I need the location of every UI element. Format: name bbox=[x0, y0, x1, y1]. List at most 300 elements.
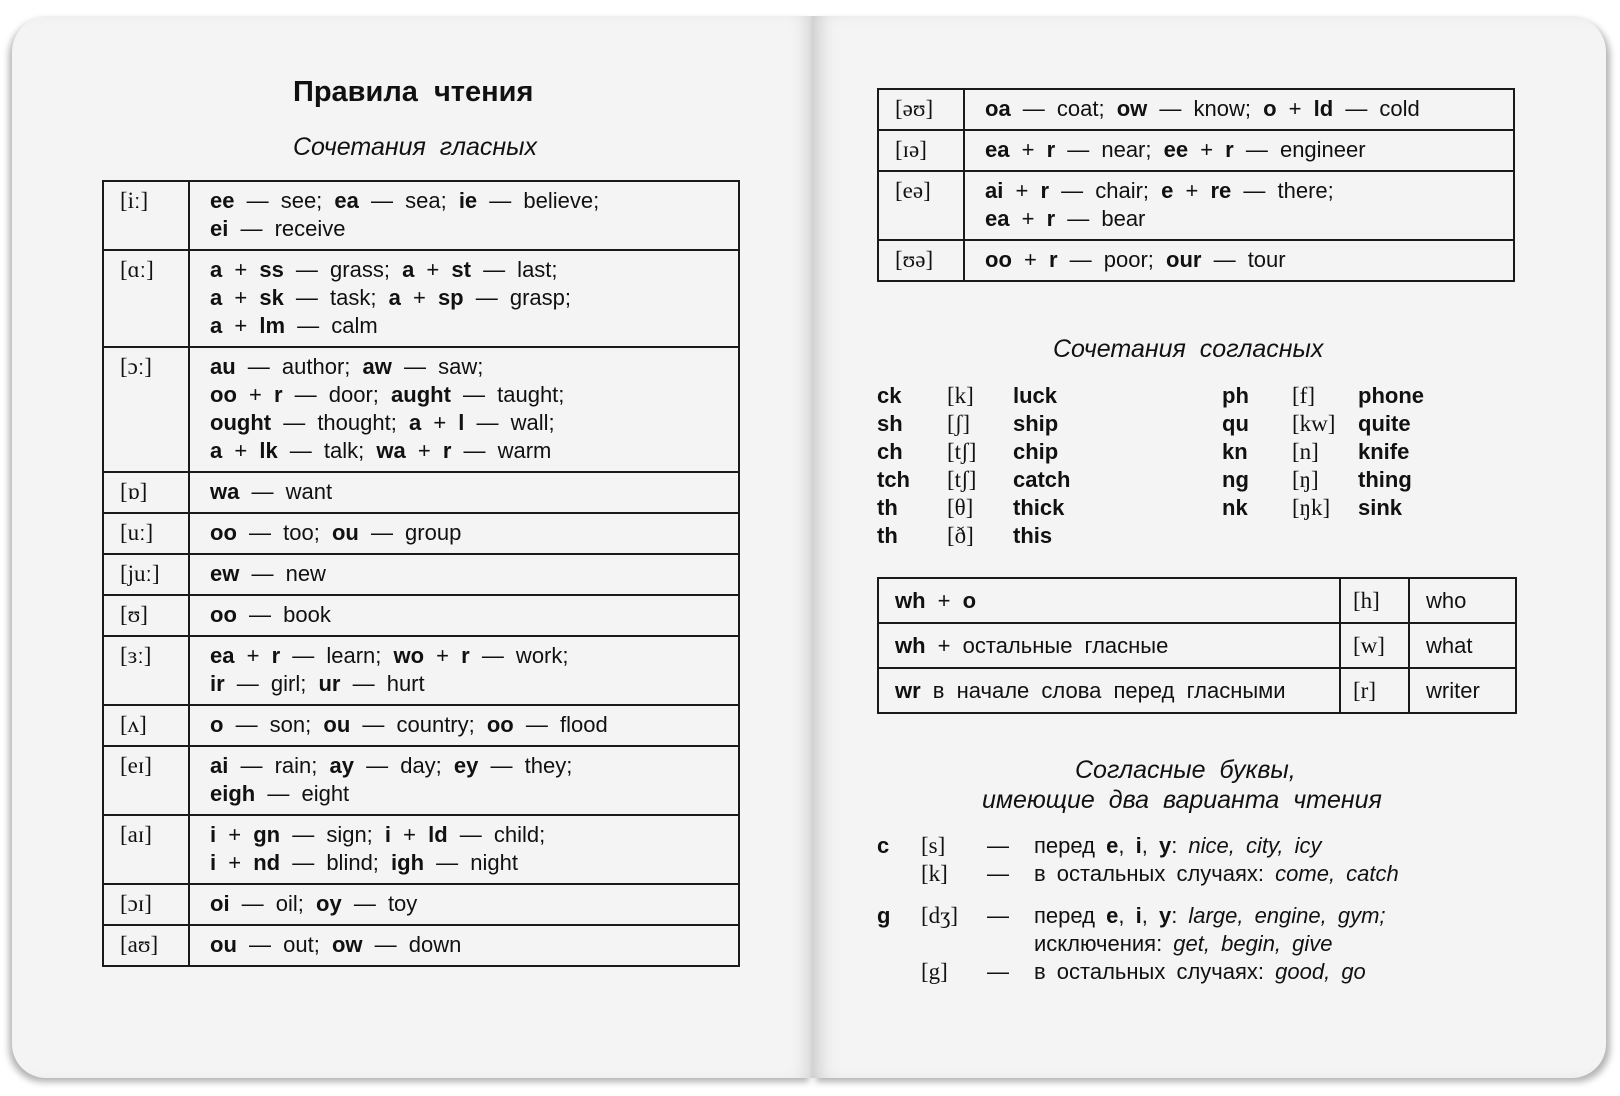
rule-text: + bbox=[424, 643, 462, 668]
letter-combination: ey bbox=[453, 753, 479, 778]
letter-combination: oo bbox=[210, 382, 237, 407]
spelling-rule bbox=[878, 623, 1340, 668]
letter-combination: a bbox=[210, 313, 223, 338]
rule-text: — door; bbox=[282, 382, 392, 407]
rule-text: + bbox=[222, 257, 260, 282]
phoneme-transcription: [aɪ] bbox=[103, 815, 189, 884]
vowel-combinations-heading: Сочетания гласных bbox=[293, 133, 538, 161]
rule-text: + bbox=[1003, 178, 1041, 203]
letter-combination: i bbox=[210, 822, 217, 847]
phoneme-transcription: [r] bbox=[1340, 668, 1409, 713]
letter-combination: aught bbox=[391, 382, 451, 407]
letter-combination: nd bbox=[253, 850, 281, 875]
rule-text: — too; bbox=[236, 520, 332, 545]
rule-text: + bbox=[234, 643, 272, 668]
letter-combination: r bbox=[1046, 137, 1056, 162]
vowel-row bbox=[103, 250, 739, 347]
letter-combination: ss bbox=[259, 257, 284, 282]
rule-text: — cold bbox=[1333, 96, 1420, 121]
letter-combination: e bbox=[1106, 833, 1119, 858]
letter-combination: e bbox=[1161, 178, 1174, 203]
rule-line bbox=[210, 780, 718, 808]
phoneme-transcription: [juː] bbox=[103, 554, 189, 595]
phoneme-transcription: [ɜː] bbox=[103, 636, 189, 705]
letter-combination: r bbox=[1225, 137, 1234, 162]
example-word: what bbox=[1409, 623, 1516, 668]
rule-text: — down bbox=[362, 932, 462, 957]
letter-combination: wh bbox=[895, 632, 926, 658]
rule-line bbox=[210, 381, 718, 409]
rule-text: — tour bbox=[1201, 247, 1286, 272]
dash-separator: — bbox=[987, 833, 1009, 858]
rule-text: + bbox=[414, 257, 452, 282]
vowel-row bbox=[878, 89, 1514, 130]
letter-transcription: [g] bbox=[921, 959, 948, 984]
consonant-transcription: [n] bbox=[1292, 439, 1319, 464]
rule-line bbox=[210, 187, 718, 215]
rule-text: в начале слова перед гласными bbox=[920, 677, 1286, 703]
phoneme-transcription: [aʊ] bbox=[103, 925, 189, 966]
example-word: phone bbox=[1358, 383, 1424, 408]
example-word: thing bbox=[1358, 467, 1412, 492]
letter-combination: wr bbox=[895, 677, 921, 703]
example-word: who bbox=[1409, 578, 1516, 623]
rule-text: исключения: bbox=[1034, 931, 1174, 956]
vowel-combinations-table bbox=[102, 180, 740, 967]
rule-line bbox=[210, 849, 718, 877]
letter-combination: ld bbox=[428, 822, 448, 847]
rule-line bbox=[985, 177, 1493, 205]
consonant-transcription: [ŋ] bbox=[1292, 467, 1319, 492]
phoneme-transcription: [ɔː] bbox=[103, 347, 189, 472]
example-word: chip bbox=[1013, 439, 1059, 464]
spelling-rules bbox=[189, 884, 739, 925]
rule-text: — receive bbox=[228, 216, 346, 241]
rule-text: — poor; bbox=[1057, 247, 1167, 272]
wh-wr-row bbox=[878, 668, 1516, 713]
letter-combination: o bbox=[962, 587, 977, 613]
letter-combination: ur bbox=[318, 671, 341, 696]
rule-text: — book bbox=[236, 602, 331, 627]
consonant-combinations-list-left bbox=[877, 382, 1177, 552]
vowel-row bbox=[878, 240, 1514, 281]
spelling-rules bbox=[964, 240, 1514, 281]
letter-combination: sk bbox=[259, 285, 284, 310]
rule-text: + bbox=[222, 285, 260, 310]
letter-combination: gn bbox=[253, 822, 281, 847]
rule-text: : bbox=[1171, 833, 1189, 858]
rule-text: — learn; bbox=[280, 643, 394, 668]
two-variants-heading-line1: Согласные буквы, bbox=[1075, 756, 1296, 784]
consonant-transcription: [f] bbox=[1292, 383, 1315, 408]
rule-text: в остальных случаях: bbox=[1034, 959, 1276, 984]
rule-text: — sign; bbox=[280, 822, 385, 847]
rule-text: — taught; bbox=[450, 382, 565, 407]
letter-combination: i bbox=[210, 850, 217, 875]
rule-text: + bbox=[421, 410, 459, 435]
letter-combination: r bbox=[442, 438, 452, 463]
vowel-row bbox=[103, 925, 739, 966]
rule-line bbox=[210, 711, 718, 739]
letter-combination: oo bbox=[210, 520, 237, 545]
letter-combination: r bbox=[1040, 178, 1049, 203]
vowel-row bbox=[878, 171, 1514, 240]
phoneme-transcription: [eə] bbox=[878, 171, 964, 240]
spelling-rules bbox=[964, 89, 1514, 130]
example-word: luck bbox=[1013, 383, 1058, 408]
consonant-letters: kn bbox=[1222, 439, 1248, 464]
rule-text: — bear bbox=[1055, 206, 1146, 231]
letter-combination: lk bbox=[259, 438, 278, 463]
rule-line bbox=[210, 409, 718, 437]
rule-text: — new bbox=[239, 561, 326, 586]
letter-combination: r bbox=[1046, 206, 1056, 231]
rule-text: — out; bbox=[236, 932, 332, 957]
vowel-row bbox=[103, 472, 739, 513]
rule-line bbox=[985, 136, 1493, 164]
letter-combination: r bbox=[461, 643, 470, 668]
letter-combination: ea bbox=[334, 188, 359, 213]
rule-text: : bbox=[1171, 903, 1189, 928]
consonant-letter: g bbox=[877, 903, 891, 928]
phoneme-transcription: [ɔɪ] bbox=[103, 884, 189, 925]
consonant-combinations-heading: Сочетания согласных bbox=[1053, 335, 1324, 363]
rule-text: + bbox=[236, 382, 274, 407]
rule-line bbox=[210, 890, 718, 918]
rule-text: + bbox=[1011, 247, 1049, 272]
letter-combination: lm bbox=[259, 313, 286, 338]
phoneme-transcription: [ɒ] bbox=[103, 472, 189, 513]
rule-text: + bbox=[1009, 137, 1047, 162]
letter-combination: i bbox=[1135, 903, 1142, 928]
letter-combination: l bbox=[458, 410, 465, 435]
letter-combination: ei bbox=[210, 216, 229, 241]
letter-combination: ought bbox=[210, 410, 272, 435]
letter-combination: i bbox=[384, 822, 392, 847]
rule-text: — thought; bbox=[271, 410, 409, 435]
letter-combination: wa bbox=[210, 479, 240, 504]
rule-text: — hurt bbox=[340, 671, 425, 696]
rule-text: — grass; bbox=[283, 257, 403, 282]
vowel-row bbox=[103, 884, 739, 925]
phoneme-transcription: [ɪə] bbox=[878, 130, 964, 171]
vowel-row bbox=[878, 130, 1514, 171]
rule-text: — wall; bbox=[464, 410, 555, 435]
vowel-row bbox=[103, 347, 739, 472]
letter-combination: sp bbox=[437, 285, 464, 310]
vowel-row bbox=[103, 554, 739, 595]
phoneme-transcription: [h] bbox=[1340, 578, 1409, 623]
rule-text: перед bbox=[1034, 833, 1107, 858]
letter-combination: ou bbox=[323, 712, 351, 737]
example-word: knife bbox=[1358, 439, 1410, 464]
vowel-row bbox=[103, 181, 739, 250]
consonant-letters: tch bbox=[877, 467, 910, 492]
letter-combination: ou bbox=[210, 932, 237, 957]
rule-text: + bbox=[925, 587, 963, 613]
consonant-transcription: [tʃ] bbox=[947, 467, 977, 492]
rule-text: + bbox=[400, 285, 438, 310]
letter-combination: oa bbox=[985, 96, 1011, 121]
letter-combination: o bbox=[210, 712, 224, 737]
example-word: catch bbox=[1013, 467, 1071, 492]
rule-text: + bbox=[1188, 137, 1226, 162]
spelling-rules bbox=[189, 636, 739, 705]
letter-combination: ai bbox=[985, 178, 1004, 203]
two-variants-heading-line2: имеющие два варианта чтения bbox=[982, 786, 1382, 814]
spelling-rule bbox=[878, 578, 1340, 623]
letter-transcription: [dʒ] bbox=[921, 903, 959, 928]
rule-text: — calm bbox=[285, 313, 378, 338]
rule-text: — engineer bbox=[1233, 137, 1366, 162]
letter-combination: r bbox=[1048, 247, 1058, 272]
rule-text: — blind; bbox=[280, 850, 392, 875]
rule-text: , bbox=[1118, 903, 1136, 928]
letter-combination: a bbox=[210, 438, 223, 463]
rule-line bbox=[210, 437, 718, 465]
rule-text: + bbox=[216, 822, 254, 847]
rule-text: + bbox=[391, 822, 429, 847]
letter-combination: eigh bbox=[210, 781, 256, 806]
consonant-letters: th bbox=[877, 495, 898, 520]
consonant-transcription: [ð] bbox=[947, 523, 974, 548]
letter-combination: i bbox=[1135, 833, 1142, 858]
example-words: come, catch bbox=[1275, 861, 1399, 886]
phoneme-transcription: [w] bbox=[1340, 623, 1409, 668]
consonant-transcription: [kw] bbox=[1292, 411, 1336, 436]
rule-text: в остальных случаях: bbox=[1034, 861, 1276, 886]
letter-combination: ew bbox=[210, 561, 240, 586]
vowel-row bbox=[103, 815, 739, 884]
letter-combination: a bbox=[388, 285, 401, 310]
example-word: thick bbox=[1013, 495, 1065, 520]
wh-wr-table bbox=[877, 577, 1517, 714]
consonant-transcription: [ʃ] bbox=[947, 411, 970, 436]
rule-text: + bbox=[1009, 206, 1047, 231]
example-words: large, engine, gym; bbox=[1188, 903, 1386, 928]
example-word: quite bbox=[1358, 411, 1411, 436]
rule-text: , bbox=[1118, 833, 1136, 858]
rule-text: — saw; bbox=[391, 354, 484, 379]
letter-combination: ir bbox=[210, 671, 225, 696]
letter-combination: ay bbox=[329, 753, 354, 778]
vowel-row bbox=[103, 595, 739, 636]
letter-combination: y bbox=[1158, 833, 1172, 858]
phoneme-transcription: [ɑː] bbox=[103, 250, 189, 347]
phoneme-transcription: [eɪ] bbox=[103, 746, 189, 815]
rule-line bbox=[210, 601, 718, 629]
rule-line bbox=[210, 642, 718, 670]
consonant-letters: sh bbox=[877, 411, 903, 436]
phoneme-transcription: [iː] bbox=[103, 181, 189, 250]
rule-text: — there; bbox=[1231, 178, 1334, 203]
letter-combination: wh bbox=[895, 587, 926, 613]
rule-text: — flood bbox=[513, 712, 608, 737]
letter-combination: ai bbox=[210, 753, 229, 778]
rule-line bbox=[210, 353, 718, 381]
wh-wr-row bbox=[878, 578, 1516, 623]
example-word: writer bbox=[1409, 668, 1516, 713]
letter-combination: re bbox=[1210, 178, 1232, 203]
rule-text: + bbox=[1276, 96, 1314, 121]
example-word: sink bbox=[1358, 495, 1403, 520]
letter-combination: r bbox=[271, 643, 281, 668]
consonant-letters: ck bbox=[877, 383, 902, 408]
dash-separator: — bbox=[987, 959, 1009, 984]
rule-text: — author; bbox=[235, 354, 363, 379]
wh-wr-row bbox=[878, 623, 1516, 668]
spelling-rules bbox=[189, 513, 739, 554]
consonant-letters: th bbox=[877, 523, 898, 548]
reading-rule bbox=[1034, 958, 1366, 986]
rule-text: — sea; bbox=[358, 188, 459, 213]
letter-transcription: [k] bbox=[921, 861, 948, 886]
vowel-row bbox=[103, 705, 739, 746]
letter-combination: ea bbox=[985, 137, 1010, 162]
rule-line bbox=[210, 560, 718, 588]
rule-text: + остальные гласные bbox=[925, 632, 1169, 658]
rule-text: — grasp; bbox=[463, 285, 571, 310]
letter-combination: ee bbox=[210, 188, 235, 213]
consonant-letter: c bbox=[877, 833, 890, 858]
page-title: Правила чтения bbox=[293, 76, 534, 108]
dash-separator: — bbox=[987, 903, 1009, 928]
example-words: nice, city, icy bbox=[1188, 833, 1322, 858]
reading-rule bbox=[1034, 902, 1386, 930]
letter-combination: ea bbox=[210, 643, 235, 668]
rule-text: — group bbox=[358, 520, 462, 545]
letter-combination: wa bbox=[376, 438, 406, 463]
rule-line bbox=[210, 519, 718, 547]
vowel-combinations-table-continued bbox=[877, 88, 1515, 282]
spelling-rules bbox=[189, 472, 739, 513]
rule-line bbox=[210, 821, 718, 849]
vowel-row bbox=[103, 746, 739, 815]
rule-text: — oil; bbox=[229, 891, 317, 916]
letter-combination: aw bbox=[362, 354, 392, 379]
letter-combination: a bbox=[210, 285, 223, 310]
rule-text: — warm bbox=[451, 438, 552, 463]
rule-line bbox=[985, 95, 1493, 123]
rule-text: — rain; bbox=[228, 753, 330, 778]
letter-combination: ea bbox=[985, 206, 1010, 231]
spelling-rules bbox=[189, 181, 739, 250]
consonant-transcription: [tʃ] bbox=[947, 439, 977, 464]
spelling-rules bbox=[189, 815, 739, 884]
rule-text: — near; bbox=[1055, 137, 1164, 162]
rule-text: перед bbox=[1034, 903, 1107, 928]
letter-combination: ow bbox=[331, 932, 363, 957]
letter-combination: oo bbox=[985, 247, 1012, 272]
example-words: get, begin, give bbox=[1173, 931, 1333, 956]
phoneme-transcription: [əʊ] bbox=[878, 89, 964, 130]
consonant-letters: ph bbox=[1222, 383, 1249, 408]
rule-text: — work; bbox=[469, 643, 569, 668]
letter-combination: oo bbox=[486, 712, 514, 737]
example-word: this bbox=[1013, 523, 1053, 548]
phoneme-transcription: [ʊ] bbox=[103, 595, 189, 636]
rule-text: + bbox=[216, 850, 254, 875]
spelling-rules bbox=[189, 554, 739, 595]
rule-line bbox=[985, 246, 1493, 274]
vowel-row bbox=[103, 513, 739, 554]
letter-combination: ou bbox=[331, 520, 359, 545]
rule-text: — eight bbox=[255, 781, 350, 806]
rule-line bbox=[210, 478, 718, 506]
letter-combination: o bbox=[1263, 96, 1277, 121]
reading-rule bbox=[1034, 832, 1321, 860]
phoneme-transcription: [ʊə] bbox=[878, 240, 964, 281]
reading-rule bbox=[1034, 930, 1333, 958]
rule-line bbox=[210, 284, 718, 312]
spelling-rules bbox=[189, 250, 739, 347]
rule-text: — child; bbox=[447, 822, 546, 847]
letter-transcription: [s] bbox=[921, 833, 946, 858]
consonant-letters: nk bbox=[1222, 495, 1248, 520]
letter-combination: our bbox=[1166, 247, 1202, 272]
two-variant-letters-list bbox=[877, 832, 1577, 1002]
letter-combination: oi bbox=[210, 891, 230, 916]
rule-text: — girl; bbox=[224, 671, 319, 696]
consonant-letters: ch bbox=[877, 439, 903, 464]
letter-combination: ld bbox=[1313, 96, 1334, 121]
letter-combination: oo bbox=[210, 602, 237, 627]
example-word: ship bbox=[1013, 411, 1059, 436]
rule-text: — son; bbox=[223, 712, 324, 737]
consonant-combinations-list-right bbox=[1222, 382, 1522, 532]
spelling-rules bbox=[964, 171, 1514, 240]
letter-combination: a bbox=[210, 257, 223, 282]
rule-line bbox=[210, 215, 718, 243]
spelling-rules bbox=[964, 130, 1514, 171]
reading-rule bbox=[1034, 860, 1399, 888]
rule-line bbox=[210, 312, 718, 340]
rule-text: — toy bbox=[341, 891, 418, 916]
consonant-letters: qu bbox=[1222, 411, 1249, 436]
spelling-rules bbox=[189, 925, 739, 966]
letter-combination: oy bbox=[316, 891, 342, 916]
dash-separator: — bbox=[987, 861, 1009, 886]
rule-line bbox=[210, 670, 718, 698]
phoneme-transcription: [ʌ] bbox=[103, 705, 189, 746]
rule-line bbox=[210, 256, 718, 284]
rule-line bbox=[210, 752, 718, 780]
rule-line bbox=[210, 931, 718, 959]
letter-combination: au bbox=[210, 354, 236, 379]
spelling-rules bbox=[189, 746, 739, 815]
consonant-transcription: [k] bbox=[947, 383, 974, 408]
rule-text: — see; bbox=[234, 188, 335, 213]
letter-combination: r bbox=[273, 382, 283, 407]
rule-text: — they; bbox=[478, 753, 573, 778]
example-words: good, go bbox=[1275, 959, 1366, 984]
spelling-rule bbox=[878, 668, 1340, 713]
consonant-transcription: [ŋk] bbox=[1292, 495, 1331, 520]
vowel-row bbox=[103, 636, 739, 705]
letter-combination: a bbox=[408, 410, 422, 435]
rule-line bbox=[985, 205, 1493, 233]
rule-text: — coat; bbox=[1010, 96, 1117, 121]
spelling-rules bbox=[189, 347, 739, 472]
consonant-transcription: [θ] bbox=[947, 495, 974, 520]
letter-combination: e bbox=[1106, 903, 1119, 928]
rule-text: — believe; bbox=[477, 188, 600, 213]
rule-text: + bbox=[222, 313, 260, 338]
rule-text: — know; bbox=[1147, 96, 1264, 121]
letter-combination: ie bbox=[458, 188, 478, 213]
spelling-rules bbox=[189, 705, 739, 746]
letter-combination: a bbox=[402, 257, 415, 282]
